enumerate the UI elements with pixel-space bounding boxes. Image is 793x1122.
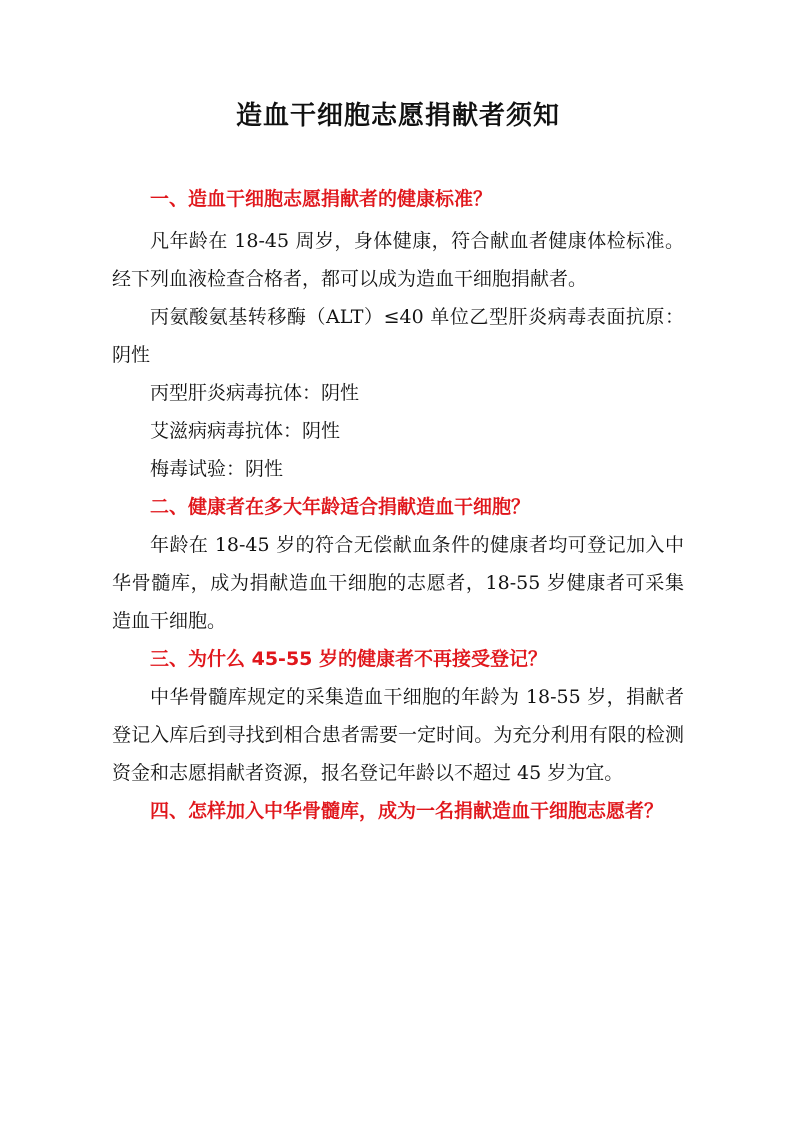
paragraph: 艾滋病病毒抗体：阴性 [150,420,341,442]
section-heading: 四、怎样加入中华骨髓库，成为一名捐献造血干细胞志愿者？ [150,800,664,822]
paragraph: 凡年龄在 18-45 周岁，身体健康，符合献血者健康体检标准。经下列血液检查合格者，都可以成为造血干细胞捐献者。 [112,230,684,290]
section-age-limit [112,640,684,792]
section-heading: 一、造血干细胞志愿捐献者的健康标准？ [150,188,493,210]
section-suitable-age [112,488,684,640]
paragraph: 中华骨髓库规定的采集造血干细胞的年龄为 18-55 岁，捐献者登记入库后到寻找到相合患者需要一定时间。为充分利用有限的检测资金和志愿捐献者资源，报名登记年龄以不超过 45 岁为宜。 [112,686,684,784]
section-heading: 三、为什么 45-55 岁的健康者不再接受登记？ [150,648,547,670]
paragraph: 丙氨酸氨基转移酶（ALT）≤40 单位乙型肝炎病毒表面抗原：阴性 [112,306,684,366]
section-health-standard [112,180,684,488]
paragraph: 梅毒试验：阴性 [150,458,284,480]
page-title: 造血干细胞志愿捐献者须知 [235,101,560,131]
section-heading: 二、健康者在多大年龄适合捐献造血干细胞？ [150,496,531,518]
paragraph: 丙型肝炎病毒抗体：阴性 [150,382,360,404]
document-page [112,96,684,830]
section-how-to-join [112,792,684,830]
paragraph: 年龄在 18-45 岁的符合无偿献血条件的健康者均可登记加入中华骨髓库，成为捐献造血干细胞的志愿者，18-55 岁健康者可采集造血干细胞。 [112,534,684,632]
